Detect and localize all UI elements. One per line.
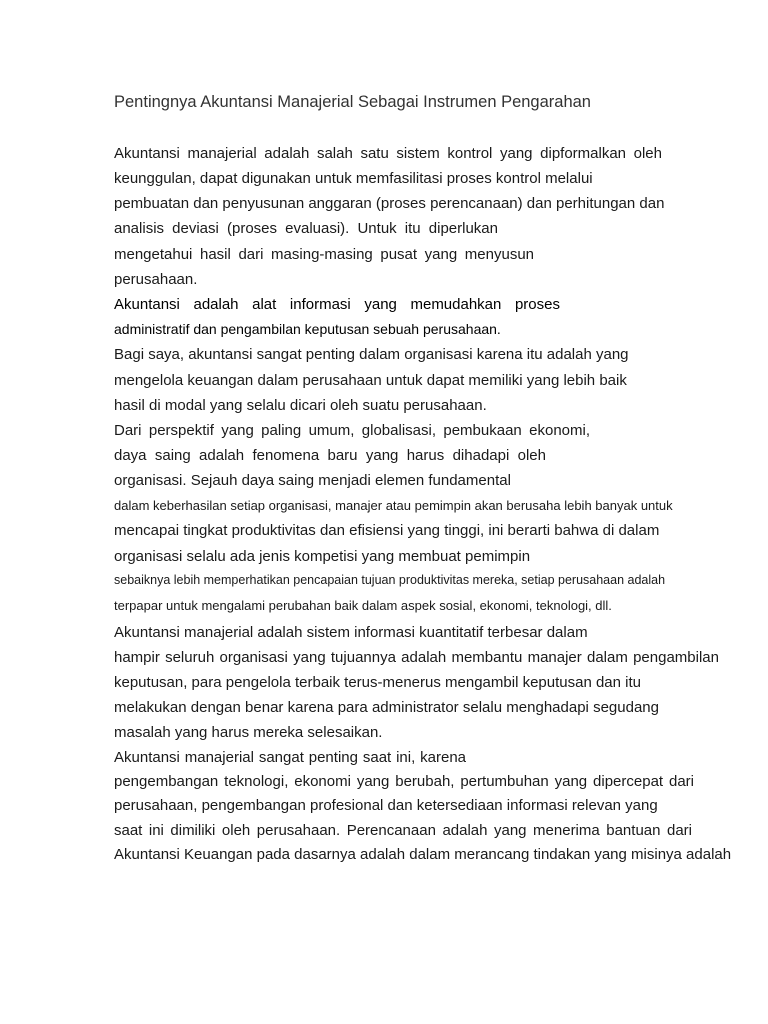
body-line: organisasi selalu ada jenis kompetisi yang membuat pemimpin	[114, 548, 531, 565]
body-line: mengetahui hasil dari masing-masing pusat yang menyusun	[114, 246, 534, 263]
body-line: Dari perspektif yang paling umum, globalisasi, pembukaan ekonomi,	[114, 422, 590, 439]
body-line: Akuntansi adalah alat informasi yang memudahkan proses	[114, 296, 560, 313]
body-line: daya saing adalah fenomena baru yang harus dihadapi oleh	[114, 447, 546, 464]
body-line: mencapai tingkat produktivitas dan efisiensi yang tinggi, ini berarti bahwa di dalam	[114, 522, 660, 539]
body-line: Akuntansi Keuangan pada dasarnya adalah dalam merancang tindakan yang misinya adalah	[114, 846, 732, 863]
body-line: terpapar untuk mengalami perubahan baik dalam aspek sosial, ekonomi, teknologi, dll.	[114, 598, 612, 613]
body-line: Bagi saya, akuntansi sangat penting dalam organisasi karena itu adalah yang	[114, 346, 629, 363]
body-line: Akuntansi manajerial adalah sistem informasi kuantitatif terbesar dalam	[114, 624, 588, 641]
body-line: melakukan dengan benar karena para administrator selalu menghadapi segudang	[114, 699, 659, 716]
body-line: analisis deviasi (proses evaluasi). Untuk itu diperlukan	[114, 220, 498, 237]
body-line: masalah yang harus mereka selesaikan.	[114, 724, 383, 741]
body-line: perusahaan.	[114, 271, 198, 288]
body-line: Akuntansi manajerial sangat penting saat ini, karena	[114, 749, 466, 766]
body-line: pembuatan dan penyusunan anggaran (proses perencanaan) dan perhitungan dan	[114, 195, 665, 212]
body-line: perusahaan, pengembangan profesional dan ketersediaan informasi relevan yang	[114, 797, 658, 814]
body-line: mengelola keuangan dalam perusahaan untuk dapat memiliki yang lebih baik	[114, 372, 627, 389]
body-line: hampir seluruh organisasi yang tujuannya adalah membantu manajer dalam pengambilan	[114, 649, 719, 666]
body-line: hasil di modal yang selalu dicari oleh suatu perusahaan.	[114, 397, 487, 414]
body-line: dalam keberhasilan setiap organisasi, manajer atau pemimpin akan berusaha lebih banyak untuk	[114, 498, 673, 513]
document-title: Pentingnya Akuntansi Manajerial Sebagai Instrumen Pengarahan	[114, 93, 591, 111]
body-line: administratif dan pengambilan keputusan sebuah perusahaan.	[114, 321, 501, 337]
body-line: Akuntansi manajerial adalah salah satu sistem kontrol yang dipformalkan oleh	[114, 145, 662, 162]
body-line: keputusan, para pengelola terbaik terus-menerus mengambil keputusan dan itu	[114, 674, 641, 691]
body-line: keunggulan, dapat digunakan untuk memfasilitasi proses kontrol melalui	[114, 170, 593, 187]
body-line: sebaiknya lebih memperhatikan pencapaian tujuan produktivitas mereka, setiap perusahaan adalah	[114, 573, 666, 587]
body-line: saat ini dimiliki oleh perusahaan. Perencanaan adalah yang menerima bantuan dari	[114, 822, 692, 839]
body-line: pengembangan teknologi, ekonomi yang berubah, pertumbuhan yang dipercepat dari	[114, 773, 694, 790]
body-line: organisasi. Sejauh daya saing menjadi elemen fundamental	[114, 472, 511, 489]
